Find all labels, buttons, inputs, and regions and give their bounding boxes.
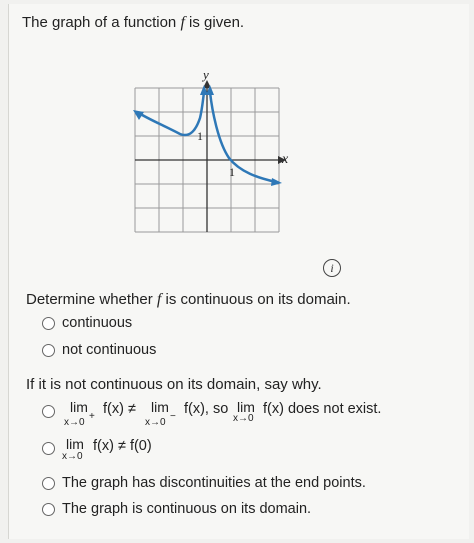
curve-left-branch xyxy=(137,92,204,135)
y-axis-label: y xyxy=(203,70,209,82)
radio-continuous[interactable] xyxy=(42,317,55,330)
radio-reason-one-sided-limits[interactable] xyxy=(42,405,55,418)
y-tick-label: 1 xyxy=(197,129,203,143)
reason-end-points-label: The graph has discontinuities at the end points. xyxy=(62,475,366,491)
info-icon[interactable]: i xyxy=(323,259,341,277)
x-tick-label: 1 xyxy=(229,165,235,179)
function-graph xyxy=(130,70,300,240)
curve-right-branch xyxy=(210,92,276,182)
right-end-arrow xyxy=(271,178,282,186)
question-title: The graph of a function f is given. xyxy=(22,14,245,31)
radio-reason-continuous[interactable] xyxy=(42,503,55,516)
part2-prompt: If it is not continuous on its domain, say why. xyxy=(26,376,322,393)
part1-prompt: Determine whether f is continuous on its domain. xyxy=(26,291,351,308)
radio-reason-limit-not-equal-value[interactable] xyxy=(42,442,55,455)
radio-reason-end-points[interactable] xyxy=(42,477,55,490)
radio-not-continuous[interactable] xyxy=(42,344,55,357)
x-axis-label: x xyxy=(282,152,289,167)
option-not-continuous-label: not continuous xyxy=(62,342,157,358)
reason-continuous-label: The graph is continuous on its domain. xyxy=(62,501,312,517)
option-continuous-label: continuous xyxy=(62,315,133,331)
